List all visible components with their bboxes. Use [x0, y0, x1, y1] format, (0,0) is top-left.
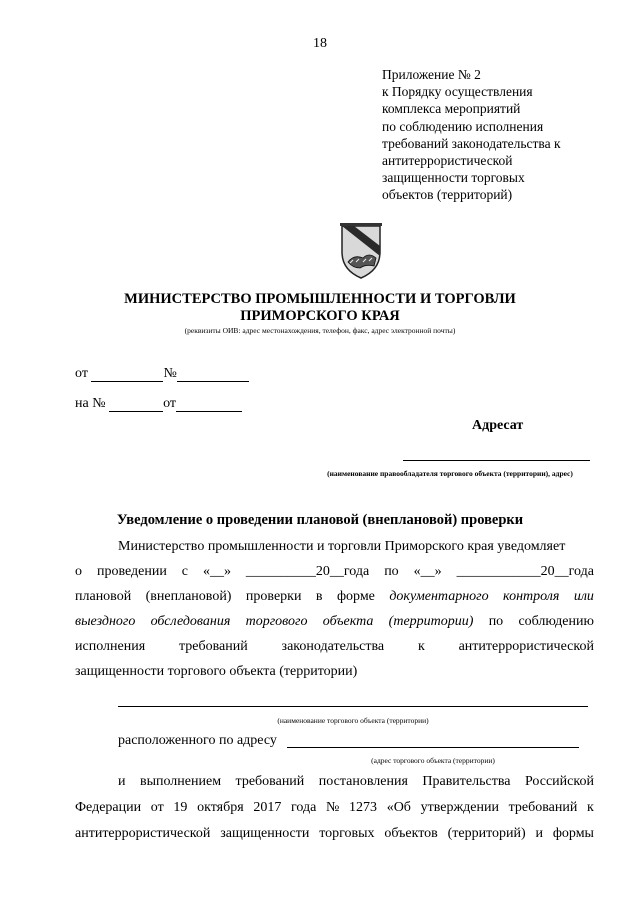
word: к — [587, 800, 594, 815]
body-line-3 — [75, 588, 594, 605]
word: торговых — [319, 826, 375, 841]
appendix-line: Приложение № 2 — [382, 67, 481, 82]
body-line-2 — [75, 563, 594, 580]
body-line-9 — [75, 825, 594, 842]
word: года — [290, 800, 317, 815]
object-name-caption: (наименование торгового объекта (территории) — [277, 716, 429, 725]
word: 2017 — [253, 800, 282, 815]
date-label: от — [75, 366, 88, 381]
word: форме — [336, 589, 375, 604]
appendix-line: защищенности торговых — [382, 170, 525, 186]
word-italic: объекта — [322, 614, 374, 629]
appendix-line: комплекса мероприятий — [382, 101, 521, 117]
word: утверждении — [420, 800, 499, 815]
word: и — [535, 826, 543, 841]
appendix-line: к Порядку осуществления — [382, 84, 533, 100]
word: 19 — [173, 800, 188, 815]
appendix-block — [382, 66, 561, 204]
word: защищенности — [220, 826, 310, 841]
word: требований — [235, 774, 305, 789]
word: Правительства — [422, 774, 511, 789]
addressee-caption: (наименование правообладателя торгового объекта (территории), адрес) — [327, 469, 573, 478]
object-name-blank-line — [118, 706, 588, 707]
word: __________20__года — [245, 564, 370, 579]
word: 1273 — [349, 800, 378, 815]
word: исполнения — [75, 639, 146, 654]
word: «__» — [202, 564, 231, 579]
body-line-4 — [75, 613, 594, 630]
body-text: защищенности торгового объекта (территории) — [75, 664, 358, 679]
reply-date-blank — [176, 397, 242, 412]
word: Федерации — [75, 800, 142, 815]
word-italic: торгового — [245, 614, 308, 629]
word-italic: (территории) — [388, 614, 474, 629]
number-blank — [177, 367, 249, 382]
word-italic: или — [573, 589, 594, 604]
ministry-name-line-2: ПРИМОРСКОГО КРАЯ — [240, 308, 400, 324]
body-line-1 — [118, 538, 594, 555]
body-line-5 — [75, 638, 594, 655]
word: формы — [552, 826, 594, 841]
reply-number-blank — [109, 397, 163, 412]
addressee-label: Адресат — [472, 418, 524, 433]
word: объектов — [384, 826, 438, 841]
word: по — [384, 564, 399, 579]
appendix-line: объектов (территорий) — [382, 187, 513, 203]
word: с — [181, 564, 188, 579]
word: (внеплановой) — [145, 589, 232, 604]
word: требований — [508, 800, 578, 815]
word-italic: выездного — [75, 614, 136, 629]
word: требований — [178, 639, 248, 654]
appendix-line: антитеррористической — [382, 153, 513, 169]
body-line-7 — [118, 773, 594, 790]
word: соблюдению — [518, 614, 594, 629]
appendix-line: по соблюдению исполнения — [382, 118, 544, 134]
word: антитеррористической — [458, 639, 594, 654]
word: «Об — [386, 800, 411, 815]
word: октября — [197, 800, 244, 815]
word: Российской — [524, 774, 594, 789]
word: проведении — [96, 564, 167, 579]
appendix-line: требований законодательства к — [382, 135, 561, 151]
ministry-name-line-1: МИНИСТЕРСТВО ПРОМЫШЛЕННОСТИ И ТОРГОВЛИ — [124, 291, 516, 307]
word: выполнением — [139, 774, 222, 789]
coat-of-arms-emblem — [336, 222, 386, 280]
word: (территорий) — [447, 826, 526, 841]
ministry-requisites-caption: (реквизиты ОИВ: адрес местонахождения, телефон, факс, адрес электронной почты) — [184, 326, 456, 335]
body-line-6 — [75, 663, 594, 680]
word-italic: контроля — [503, 589, 560, 604]
word: в — [315, 589, 323, 604]
word: от — [150, 800, 164, 815]
body-text: Министерство промышленности и торговли Приморского края уведомляет — [118, 539, 566, 554]
word-italic: обследования — [150, 614, 231, 629]
word: «__» — [413, 564, 442, 579]
word-italic: документарного — [389, 589, 489, 604]
notice-title: Уведомление о проведении плановой (внеплановой) проверки — [116, 512, 524, 528]
word: № — [325, 800, 340, 815]
reply-number-label: на № — [75, 396, 106, 411]
body-line-8 — [75, 799, 594, 816]
word: по — [488, 614, 504, 629]
object-address-caption: (адрес торгового объекта (территории) — [371, 756, 495, 765]
word: ____________20__года — [456, 564, 594, 579]
date-blank — [91, 367, 163, 382]
word: постановления — [318, 774, 408, 789]
word: проверки — [245, 589, 302, 604]
number-label: № — [163, 366, 177, 381]
addressee-blank-line — [403, 460, 590, 461]
word: законодательства — [281, 639, 385, 654]
word: антитеррористической — [75, 826, 211, 841]
word: о — [75, 564, 82, 579]
object-address-blank-line — [287, 747, 579, 748]
reply-date-label: от — [163, 396, 177, 411]
word: плановой — [75, 589, 132, 604]
word: и — [118, 774, 126, 789]
page-number: 18 — [313, 36, 327, 51]
word: к — [417, 639, 425, 654]
registration-line-2 — [75, 396, 242, 412]
located-label: расположенного по адресу — [118, 733, 277, 748]
registration-line-1 — [75, 366, 249, 382]
